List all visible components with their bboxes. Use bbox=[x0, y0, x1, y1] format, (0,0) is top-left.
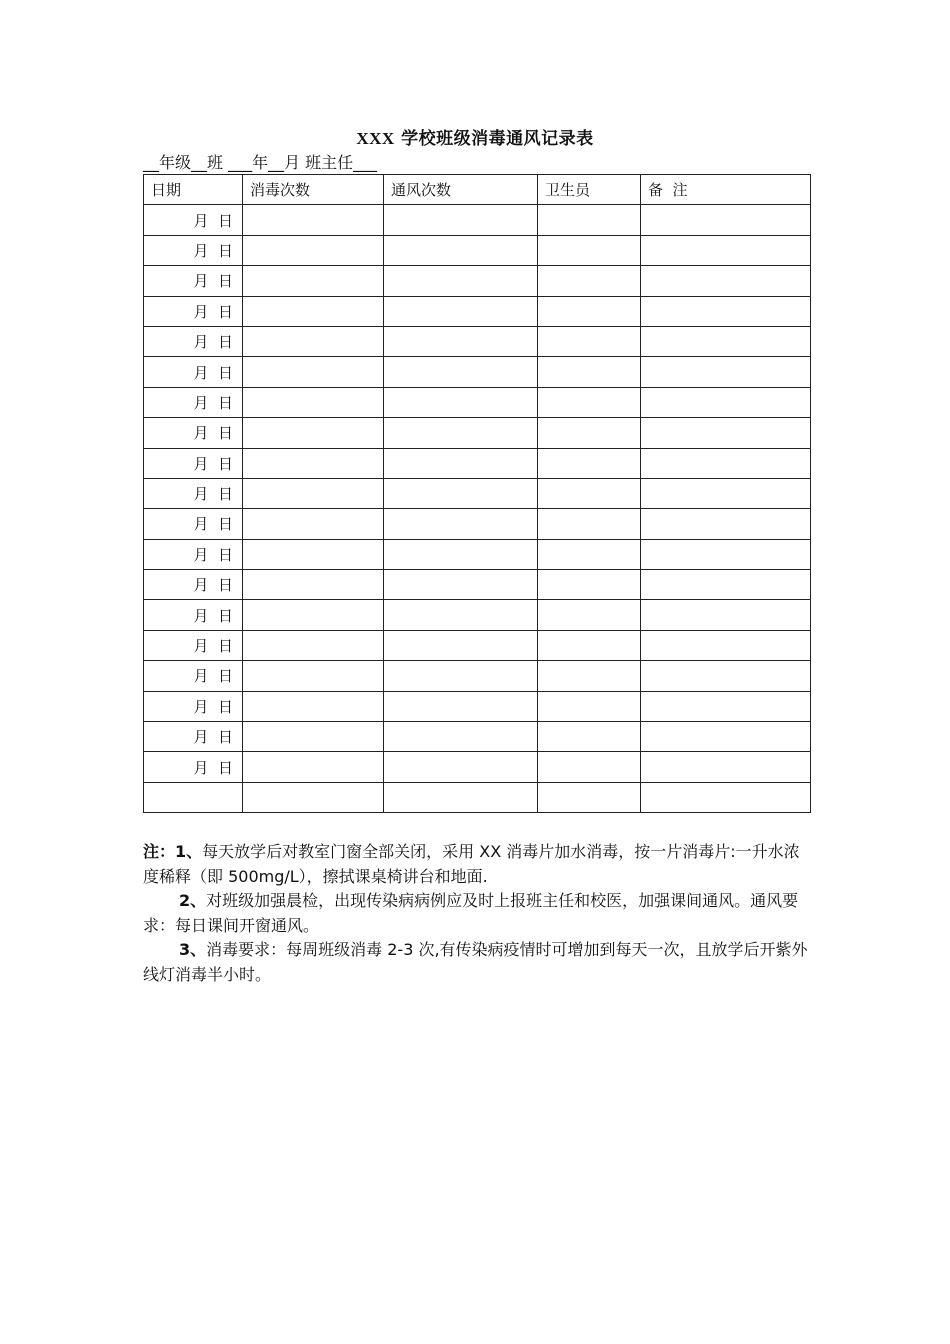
note-number: 1 bbox=[175, 842, 187, 861]
note-separator: 、 bbox=[190, 940, 207, 959]
ventilation-count-cell[interactable] bbox=[384, 691, 538, 721]
date-cell: 月 日 bbox=[144, 357, 243, 387]
table-row bbox=[144, 661, 811, 691]
table-row bbox=[144, 782, 811, 812]
sanitation-monitor-cell[interactable] bbox=[538, 326, 641, 356]
title-text: 学校班级消毒通风记录表 bbox=[394, 129, 594, 149]
ventilation-count-cell[interactable] bbox=[384, 630, 538, 660]
sanitation-monitor-cell[interactable] bbox=[538, 600, 641, 630]
disinfection-count-cell[interactable] bbox=[243, 326, 384, 356]
sanitation-monitor-cell[interactable] bbox=[538, 478, 641, 508]
remarks-cell[interactable] bbox=[641, 782, 811, 812]
note-number: 3 bbox=[179, 940, 191, 959]
sanitation-monitor-cell[interactable] bbox=[538, 418, 641, 448]
date-cell: 月 日 bbox=[144, 387, 243, 417]
header-sanitation-monitor: 卫生员 bbox=[538, 175, 641, 205]
table-row bbox=[144, 326, 811, 356]
ventilation-count-cell[interactable] bbox=[384, 448, 538, 478]
ventilation-count-cell[interactable] bbox=[384, 357, 538, 387]
disinfection-count-cell[interactable] bbox=[243, 448, 384, 478]
remarks-cell[interactable] bbox=[641, 661, 811, 691]
ventilation-count-cell[interactable] bbox=[384, 722, 538, 752]
remarks-cell[interactable] bbox=[641, 722, 811, 752]
sanitation-monitor-cell[interactable] bbox=[538, 509, 641, 539]
disinfection-count-cell[interactable] bbox=[243, 387, 384, 417]
disinfection-count-cell[interactable] bbox=[243, 661, 384, 691]
table-header-row bbox=[144, 175, 811, 205]
note-item-2 bbox=[143, 889, 813, 938]
table-row bbox=[144, 539, 811, 569]
remarks-cell[interactable] bbox=[641, 266, 811, 296]
table-row bbox=[144, 752, 811, 782]
remarks-cell[interactable] bbox=[641, 205, 811, 235]
sanitation-monitor-cell[interactable] bbox=[538, 722, 641, 752]
notes-section bbox=[143, 840, 813, 987]
sanitation-monitor-cell[interactable] bbox=[538, 630, 641, 660]
note-number: 2 bbox=[179, 891, 191, 910]
table-row bbox=[144, 387, 811, 417]
date-cell: 月 日 bbox=[144, 661, 243, 691]
sanitation-monitor-cell[interactable] bbox=[538, 691, 641, 721]
remarks-cell[interactable] bbox=[641, 235, 811, 265]
note-item-1 bbox=[143, 840, 813, 889]
sanitation-monitor-cell[interactable] bbox=[538, 205, 641, 235]
disinfection-count-cell[interactable] bbox=[243, 509, 384, 539]
ventilation-count-cell[interactable] bbox=[384, 205, 538, 235]
ventilation-count-cell[interactable] bbox=[384, 539, 538, 569]
remarks-cell[interactable] bbox=[641, 296, 811, 326]
note-separator: 、 bbox=[190, 891, 207, 910]
record-table bbox=[143, 174, 811, 813]
header-remarks: 备 注 bbox=[641, 175, 811, 205]
disinfection-count-cell[interactable] bbox=[243, 539, 384, 569]
remarks-cell[interactable] bbox=[641, 600, 811, 630]
ventilation-count-cell[interactable] bbox=[384, 296, 538, 326]
table-body bbox=[144, 205, 811, 813]
note-text: 每天放学后对教室门窗全部关闭，采用 XX 消毒片加水消毒，按一片消毒片:一升水浓度稀释（即 500mg/L），擦拭课桌椅讲台和地面. bbox=[143, 842, 800, 886]
disinfection-count-cell[interactable] bbox=[243, 357, 384, 387]
table-row bbox=[144, 509, 811, 539]
table-row bbox=[144, 570, 811, 600]
ventilation-count-cell[interactable] bbox=[384, 661, 538, 691]
ventilation-count-cell[interactable] bbox=[384, 418, 538, 448]
table-row bbox=[144, 600, 811, 630]
table-row bbox=[144, 235, 811, 265]
disinfection-count-cell[interactable] bbox=[243, 205, 384, 235]
date-cell: 月 日 bbox=[144, 600, 243, 630]
ventilation-count-cell[interactable] bbox=[384, 266, 538, 296]
date-cell: 月 日 bbox=[144, 752, 243, 782]
date-cell: 月 日 bbox=[144, 509, 243, 539]
table-row bbox=[144, 296, 811, 326]
table-row bbox=[144, 448, 811, 478]
ventilation-count-cell[interactable] bbox=[384, 235, 538, 265]
note-text: 消毒要求：每周班级消毒 2-3 次,有传染病疫情时可增加到每天一次，且放学后开紫外线灯消毒半小时。 bbox=[143, 940, 808, 984]
remarks-cell[interactable] bbox=[641, 326, 811, 356]
header-date: 日期 bbox=[144, 175, 243, 205]
note-item-3 bbox=[143, 938, 813, 987]
remarks-cell[interactable] bbox=[641, 357, 811, 387]
ventilation-count-cell[interactable] bbox=[384, 478, 538, 508]
header-ventilation-count: 通风次数 bbox=[384, 175, 538, 205]
table-row bbox=[144, 418, 811, 448]
table-row bbox=[144, 478, 811, 508]
date-cell: 月 日 bbox=[144, 722, 243, 752]
disinfection-count-cell[interactable] bbox=[243, 782, 384, 812]
remarks-cell[interactable] bbox=[641, 448, 811, 478]
sanitation-monitor-cell[interactable] bbox=[538, 387, 641, 417]
sanitation-monitor-cell[interactable] bbox=[538, 539, 641, 569]
ventilation-count-cell[interactable] bbox=[384, 509, 538, 539]
ventilation-count-cell[interactable] bbox=[384, 387, 538, 417]
disinfection-count-cell[interactable] bbox=[243, 722, 384, 752]
date-cell: 月 日 bbox=[144, 478, 243, 508]
remarks-cell[interactable] bbox=[641, 509, 811, 539]
remarks-cell[interactable] bbox=[641, 752, 811, 782]
remarks-cell[interactable] bbox=[641, 630, 811, 660]
table-row bbox=[144, 630, 811, 660]
disinfection-count-cell[interactable] bbox=[243, 418, 384, 448]
date-cell: 月 日 bbox=[144, 630, 243, 660]
table-row bbox=[144, 691, 811, 721]
sanitation-monitor-cell[interactable] bbox=[538, 266, 641, 296]
ventilation-count-cell[interactable] bbox=[384, 752, 538, 782]
date-cell bbox=[144, 782, 243, 812]
note-text: 对班级加强晨检，出现传染病病例应及时上报班主任和校医，加强课间通风。通风要求：每日课间开窗通风。 bbox=[143, 891, 799, 935]
date-cell: 月 日 bbox=[144, 296, 243, 326]
disinfection-count-cell[interactable] bbox=[243, 266, 384, 296]
date-cell: 月 日 bbox=[144, 570, 243, 600]
date-cell: 月 日 bbox=[144, 539, 243, 569]
sanitation-monitor-cell[interactable] bbox=[538, 782, 641, 812]
ventilation-count-cell[interactable] bbox=[384, 782, 538, 812]
ventilation-count-cell[interactable] bbox=[384, 570, 538, 600]
disinfection-count-cell[interactable] bbox=[243, 478, 384, 508]
table-row bbox=[144, 722, 811, 752]
sanitation-monitor-cell[interactable] bbox=[538, 296, 641, 326]
header-disinfection-count: 消毒次数 bbox=[243, 175, 384, 205]
disinfection-count-cell[interactable] bbox=[243, 235, 384, 265]
sanitation-monitor-cell[interactable] bbox=[538, 661, 641, 691]
note-separator: 、 bbox=[186, 842, 203, 861]
remarks-cell[interactable] bbox=[641, 691, 811, 721]
disinfection-count-cell[interactable] bbox=[243, 600, 384, 630]
date-cell: 月 日 bbox=[144, 418, 243, 448]
remarks-cell[interactable] bbox=[641, 387, 811, 417]
table-row bbox=[144, 266, 811, 296]
date-cell: 月 日 bbox=[144, 326, 243, 356]
table-row bbox=[144, 357, 811, 387]
disinfection-count-cell[interactable] bbox=[243, 691, 384, 721]
sanitation-monitor-cell[interactable] bbox=[538, 448, 641, 478]
page-title bbox=[0, 124, 950, 149]
disinfection-count-cell[interactable] bbox=[243, 570, 384, 600]
class-info-line: __年级__班 ___年__月 班主任___ bbox=[143, 153, 378, 172]
sanitation-monitor-cell[interactable] bbox=[538, 235, 641, 265]
remarks-cell[interactable] bbox=[641, 539, 811, 569]
date-cell: 月 日 bbox=[144, 205, 243, 235]
sanitation-monitor-cell[interactable] bbox=[538, 357, 641, 387]
date-cell: 月 日 bbox=[144, 266, 243, 296]
remarks-cell[interactable] bbox=[641, 418, 811, 448]
sanitation-monitor-cell[interactable] bbox=[538, 752, 641, 782]
notes-label: 注： bbox=[143, 842, 176, 861]
sanitation-monitor-cell[interactable] bbox=[538, 570, 641, 600]
date-cell: 月 日 bbox=[144, 691, 243, 721]
remarks-cell[interactable] bbox=[641, 478, 811, 508]
ventilation-count-cell[interactable] bbox=[384, 326, 538, 356]
ventilation-count-cell[interactable] bbox=[384, 600, 538, 630]
disinfection-count-cell[interactable] bbox=[243, 752, 384, 782]
disinfection-count-cell[interactable] bbox=[243, 296, 384, 326]
date-cell: 月 日 bbox=[144, 448, 243, 478]
title-prefix: XXX bbox=[356, 129, 395, 148]
table-row bbox=[144, 205, 811, 235]
remarks-cell[interactable] bbox=[641, 570, 811, 600]
date-cell: 月 日 bbox=[144, 235, 243, 265]
disinfection-count-cell[interactable] bbox=[243, 630, 384, 660]
